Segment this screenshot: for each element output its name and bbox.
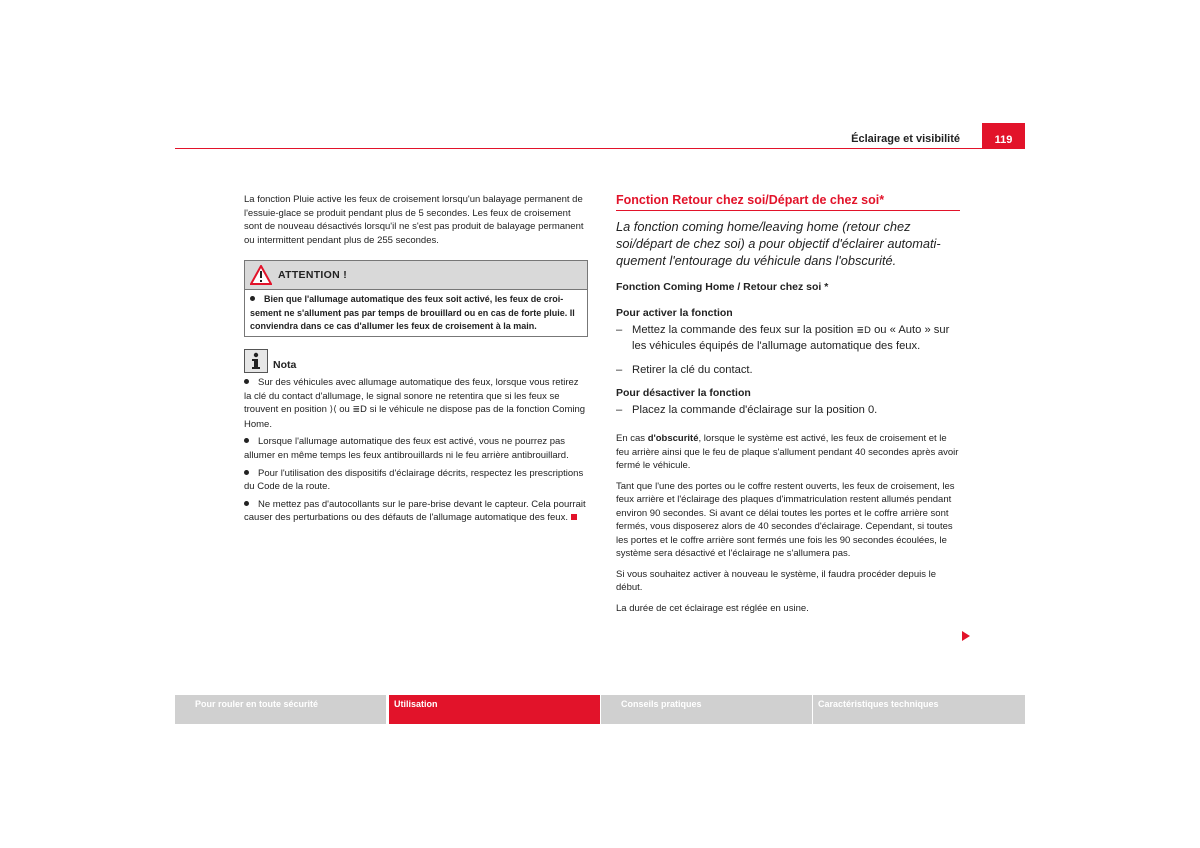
section-title: Fonction Retour chez soi/Départ de chez soi* xyxy=(616,193,960,211)
parking-light-icon: ⟩⟨ xyxy=(329,405,337,416)
dipped-beam-icon: ≣D xyxy=(352,405,367,416)
duration-paragraph: La durée de cet éclairage est réglée en usine. xyxy=(616,602,809,614)
note-item-3: Pour l'utilisation des dispositifs d'éclairage décrits, respectez les prescriptions du Code de la route. xyxy=(244,467,584,493)
header-divider xyxy=(175,148,1025,149)
warning-header xyxy=(245,261,587,290)
deactivate-heading: Pour désactiver la fonction xyxy=(616,387,751,399)
note-header xyxy=(244,349,588,373)
warning-label: ATTENTION ! xyxy=(278,268,348,281)
page-number: 119 xyxy=(982,123,1025,149)
dipped-beam-icon: ≣D xyxy=(856,326,871,336)
warning-text: Bien que l'allumage automatique des feux soit activé, les feux de croisement ne s'allument pas par temps de brouillard ou en cas de forte pluie. Il conviendra dans ce cas d'allumer les feux de croisement à la main. xyxy=(250,294,575,331)
left-column xyxy=(244,193,588,529)
footer-tab-safety[interactable]: Pour rouler en toute sécurité xyxy=(175,695,386,724)
info-icon xyxy=(244,349,268,373)
note-item-2: Lorsque l'allumage automatique des feux est activé, vous ne pourrez pas allumer en même temps les feux antibrouillards ni le feu arrière antibrouillard. xyxy=(244,436,569,461)
deactivate-step-1: – Placez la commande d'éclairage sur la position 0. xyxy=(616,404,878,416)
bullet-icon xyxy=(250,296,255,301)
bullet-icon xyxy=(244,438,249,443)
doors-paragraph: Tant que l'une des portes ou le coffre restent ouverts, les feux de croisement, les feux arrière et l'éclairage des plaques d'immatriculation restent allumés pendant environ 90 secondes. Si avant ce délai toutes les portes et le coffre arrière sont fermés, vous disposerez alors de 40 secondes d'éclairage. Cependant, si toutes les portes et le coffre arrière sont fermés une fois les 90 secondes écoulées, le système sera désactivé et l'éclairage ne s'allumera pas. xyxy=(616,480,955,559)
footer-tab-practical-tips[interactable]: Conseils pratiques xyxy=(601,695,812,724)
warning-triangle-icon xyxy=(250,265,272,285)
bullet-icon xyxy=(244,501,249,506)
reactivate-paragraph: Si vous souhaitez activer à nouveau le système, il faudra procéder depuis le début. xyxy=(616,568,937,593)
footer-tab-technical-specs[interactable]: Caractéristiques techniques xyxy=(813,695,1025,724)
activate-step-1: – Mettez la commande des feux sur la position ≣D ou « Auto » sur les véhicules équipés de l'allumage automatique des feux. xyxy=(616,324,950,352)
activate-step-2: – Retirer la clé du contact. xyxy=(616,364,753,376)
note-item-1: Sur des véhicules avec allumage automatique des feux, lorsque vous retirez la clé du contact d'allumage, le signal sonore ne retentira que si les feux se trouvent en position ⟩⟨ ou ≣D si le véhicule ne dispose pas de la fonction Coming Home. xyxy=(244,376,586,430)
bullet-icon xyxy=(244,379,249,384)
end-of-section-icon xyxy=(571,514,577,520)
rain-function-paragraph: La fonction Pluie active les feux de croisement lorsqu'un balayage permanent de l'essuie-glace se produit pendant plus de 5 secondes. Les feux de croisement sont de nouveau désactivés lorsqu'il ne s'est pas produit de balayage permanent ou intermittent pendant plus de 255 secondes. xyxy=(244,194,584,246)
section-intro: La fonction coming home/leaving home (retour chez soi/départ de chez soi) a pour objectif d'éclairer automatiquement l'entourage du véhicule dans l'obscurité. xyxy=(616,219,941,268)
chapter-title: Éclairage et visibilité xyxy=(851,133,960,145)
note-label: Nota xyxy=(273,359,297,372)
note-item-4: Ne mettez pas d'autocollants sur le pare-brise devant le capteur. Cela pourrait causer des perturbations ou des défauts de l'allumage automatique des feux. xyxy=(244,498,586,524)
next-page-arrow-icon xyxy=(962,631,970,641)
bullet-icon xyxy=(244,470,249,475)
activate-heading: Pour activer la fonction xyxy=(616,307,733,319)
right-column xyxy=(616,193,960,622)
footer-tab-usage[interactable]: Utilisation xyxy=(389,695,600,724)
warning-box xyxy=(244,260,588,337)
subsection-title: Fonction Coming Home / Retour chez soi * xyxy=(616,281,829,293)
darkness-paragraph: En cas d'obscurité, lorsque le système est activé, les feux de croisement et le feu arrière ainsi que le feu de plaque s'allument pendant 40 secondes après avoir fermé le véhicule. xyxy=(616,433,959,471)
